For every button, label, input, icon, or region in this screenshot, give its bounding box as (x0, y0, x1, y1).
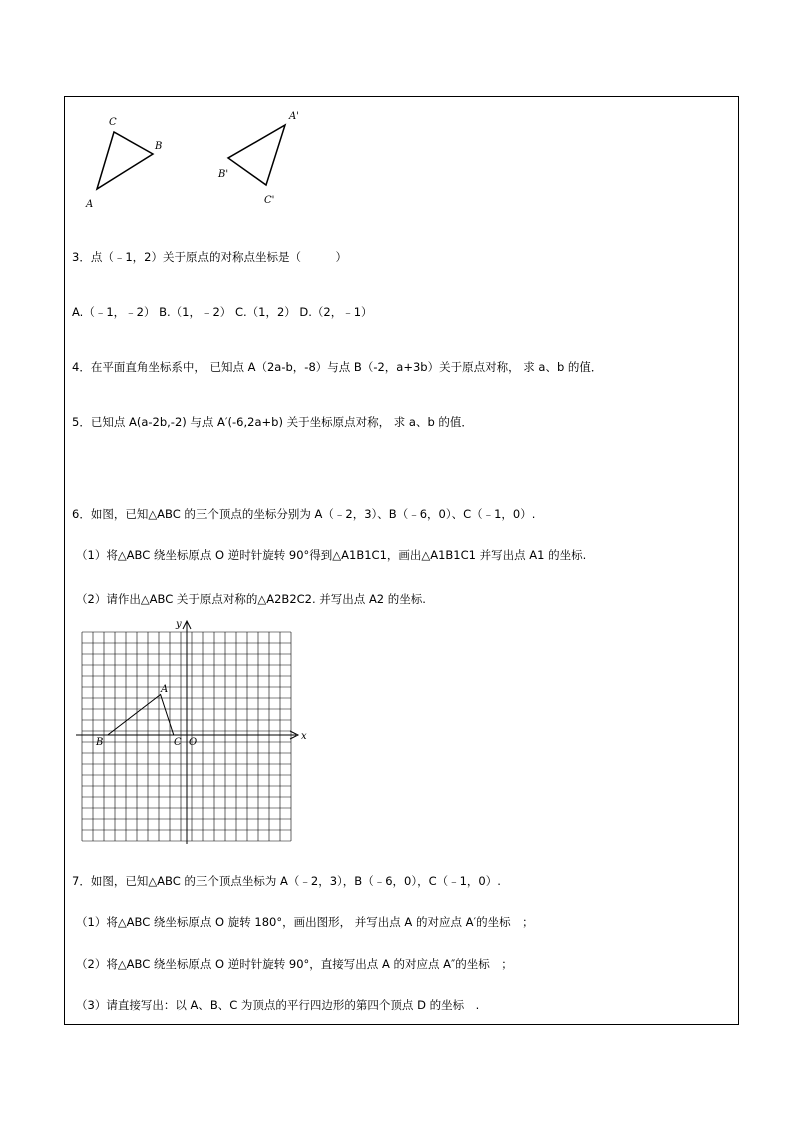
label-a-prime: A' (289, 111, 299, 122)
grid-label-o: O (189, 737, 198, 748)
label-a: A (86, 199, 94, 210)
q6-part2: （2）请作出△ABC 关于原点对称的△A2B2C2. 并写出点 A2 的坐标. (76, 592, 426, 606)
grid-label-c: C (174, 737, 182, 748)
y-axis-label: y (176, 619, 182, 630)
q5-stem: 5．已知点 A(a-2b,-2) 与点 A′(-6,2a+b) 关于坐标原点对称， 求 a、b 的值． (72, 415, 473, 429)
q6-part1: （1）将△ABC 绕坐标原点 O 逆时针旋转 90°得到△A1B1C1，画出△A1B1C1 并写出点 A1 的坐标. (76, 548, 587, 562)
q6-stem: 6．如图，已知△ABC 的三个顶点的坐标分别为 A（﹣2，3）、B（﹣6，0）、C（﹣1，0）. (72, 507, 536, 521)
grid-label-a: A (161, 684, 169, 695)
q3-stem: 3．点（﹣1，2）关于原点的对称点坐标是（ ） (72, 250, 347, 264)
q7-part3: （3）请直接写出：以 A、B、C 为顶点的平行四边形的第四个顶点 D 的坐标 . (76, 998, 480, 1012)
label-c: C (109, 117, 117, 128)
q3-options: A.（﹣1，﹣2） B.（1，﹣2） C.（1，2） D.（2，﹣1） (72, 305, 373, 319)
q7-part2: （2）将△ABC 绕坐标原点 O 逆时针旋转 90°，直接写出点 A 的对应点 A″的坐标 ； (76, 957, 513, 971)
q4-stem: 4．在平面直角坐标系中， 已知点 A（2a-b，-8）与点 B（-2，a+3b）关于原点对称， 求 a、b 的值． (72, 360, 603, 374)
x-axis-label: x (301, 731, 307, 742)
triangle-abc-grid (108, 695, 174, 736)
label-c-prime: C' (264, 195, 275, 206)
label-b-prime: B' (218, 169, 229, 180)
q7-stem: 7．如图，已知△ABC 的三个顶点坐标为 A（﹣2，3），B（﹣6，0），C（﹣1，0）. (72, 874, 501, 888)
q7-part1: （1）将△ABC 绕坐标原点 O 旋转 180°，画出图形， 并写出点 A 的对应点 A′的坐标 ； (76, 915, 534, 929)
grid-label-b: B (96, 737, 104, 748)
label-b: B (155, 141, 163, 152)
